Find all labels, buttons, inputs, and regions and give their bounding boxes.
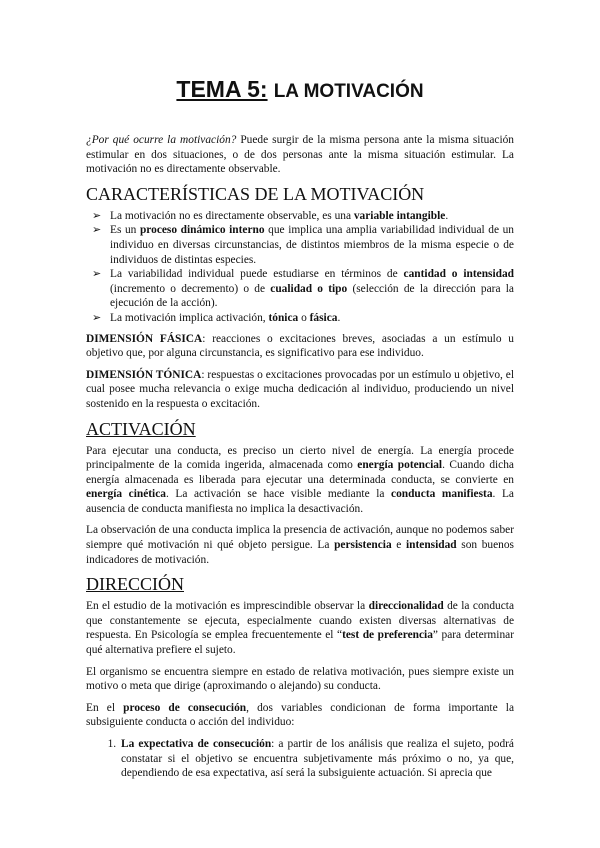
direccion-paragraph-1: En el estudio de la motivación es imprescindible observar la direccionalidad de la conducta que constantemente se ejecuta, especialmente cuando existen diversas alternativas de respuesta. En Psicología se emplea frecuentemente el “test de preferencia” para determinar qué alternativa prefiere el sujeto. — [86, 600, 515, 657]
consecucion-list — [86, 737, 514, 781]
activacion-paragraph-1: Para ejecutar una conducta, es preciso un cierto nivel de energía. La energía procede principalmente de la comida ingerida, almacenada como energía potencial. Cuando dicha energía almacenada es liberada para ejecutar una determinada conducta, se convierte en energía cinética. La activación se hace visible mediante la conducta manifiesta. La ausencia de conducta manifiesta no implica la desactivación. — [86, 444, 514, 515]
section-heading-direccion: DIRECCIÓN — [86, 574, 184, 595]
characteristics-list — [86, 209, 514, 326]
list-item: ➢ La motivación no es directamente observable, es una variable intangible. — [86, 209, 514, 224]
title-name: LA MOTIVACIÓN — [273, 81, 424, 102]
list-item: 1. La expectativa de consecución: a partir de los análisis que realiza el sujeto, podrá constatar si el objetivo se encuentra subjetivamente más próximo o no, ya que, dependiendo de esa expectativa, así será la subsiguiente actuación. Si aprecia que — [119, 737, 514, 781]
direccion-paragraph-3: En el proceso de consecución, dos variables condicionan de forma importante la subsiguiente conducta o acción del individuo: — [86, 701, 514, 729]
list-item: ➢ La variabilidad individual puede estudiarse en términos de cantidad o intensidad (incremento o decremento) o de cualidad o tipo (selección de la dirección para la ejecución de la acción). — [86, 267, 514, 311]
dimension-fasica-paragraph: DIMENSIÓN FÁSICA: reacciones o excitaciones breves, asociadas a un estímulo u objetivo que, por alguna circunstancia, es significativo para ese individuo. — [86, 332, 514, 360]
title-number: TEMA 5: — [176, 76, 268, 102]
page-title — [0, 76, 600, 103]
intro-paragraph: ¿Por qué ocurre la motivación? Puede surgir de la misma persona ante la misma situación estimular en dos situaciones, o de dos personas ante la misma situación estimular. La motivación no es directamente observable. — [86, 134, 515, 176]
activacion-paragraph-2: La observación de una conducta implica la presencia de activación, aunque no podemos saber siempre qué motivación ni qué objeto persigue. La persistencia e intensidad son buenos indicadores de motivación. — [86, 524, 514, 566]
document-body — [86, 133, 514, 781]
list-item: ➢ Es un proceso dinámico interno que implica una amplia variabilidad individual de un individuo en diversas circunstancias, de distintos miembros de la misma especie o de individuos de distintas especies. — [86, 223, 514, 267]
section-heading-activacion: ACTIVACIÓN — [86, 418, 196, 439]
section-heading-caracteristicas: CARACTERÍSTICAS DE LA MOTIVACIÓN — [86, 183, 425, 204]
dimension-tonica-paragraph: DIMENSIÓN TÓNICA: respuestas o excitaciones provocadas por un estímulo u objetivo, el cual posee mucha relevancia o exige mucha dedicación al individuo, produciendo un nivel sostenido en la respuesta o excitación. — [86, 368, 514, 410]
intro-question: ¿Por qué ocurre la motivación? — [86, 134, 237, 146]
list-item: ➢ La motivación implica activación, tónica o fásica. — [86, 311, 514, 326]
direccion-paragraph-2: El organismo se encuentra siempre en estado de relativa motivación, pues siempre existe un motivo o meta que dirige (aproximando o alejando) su conducta. — [86, 665, 514, 693]
